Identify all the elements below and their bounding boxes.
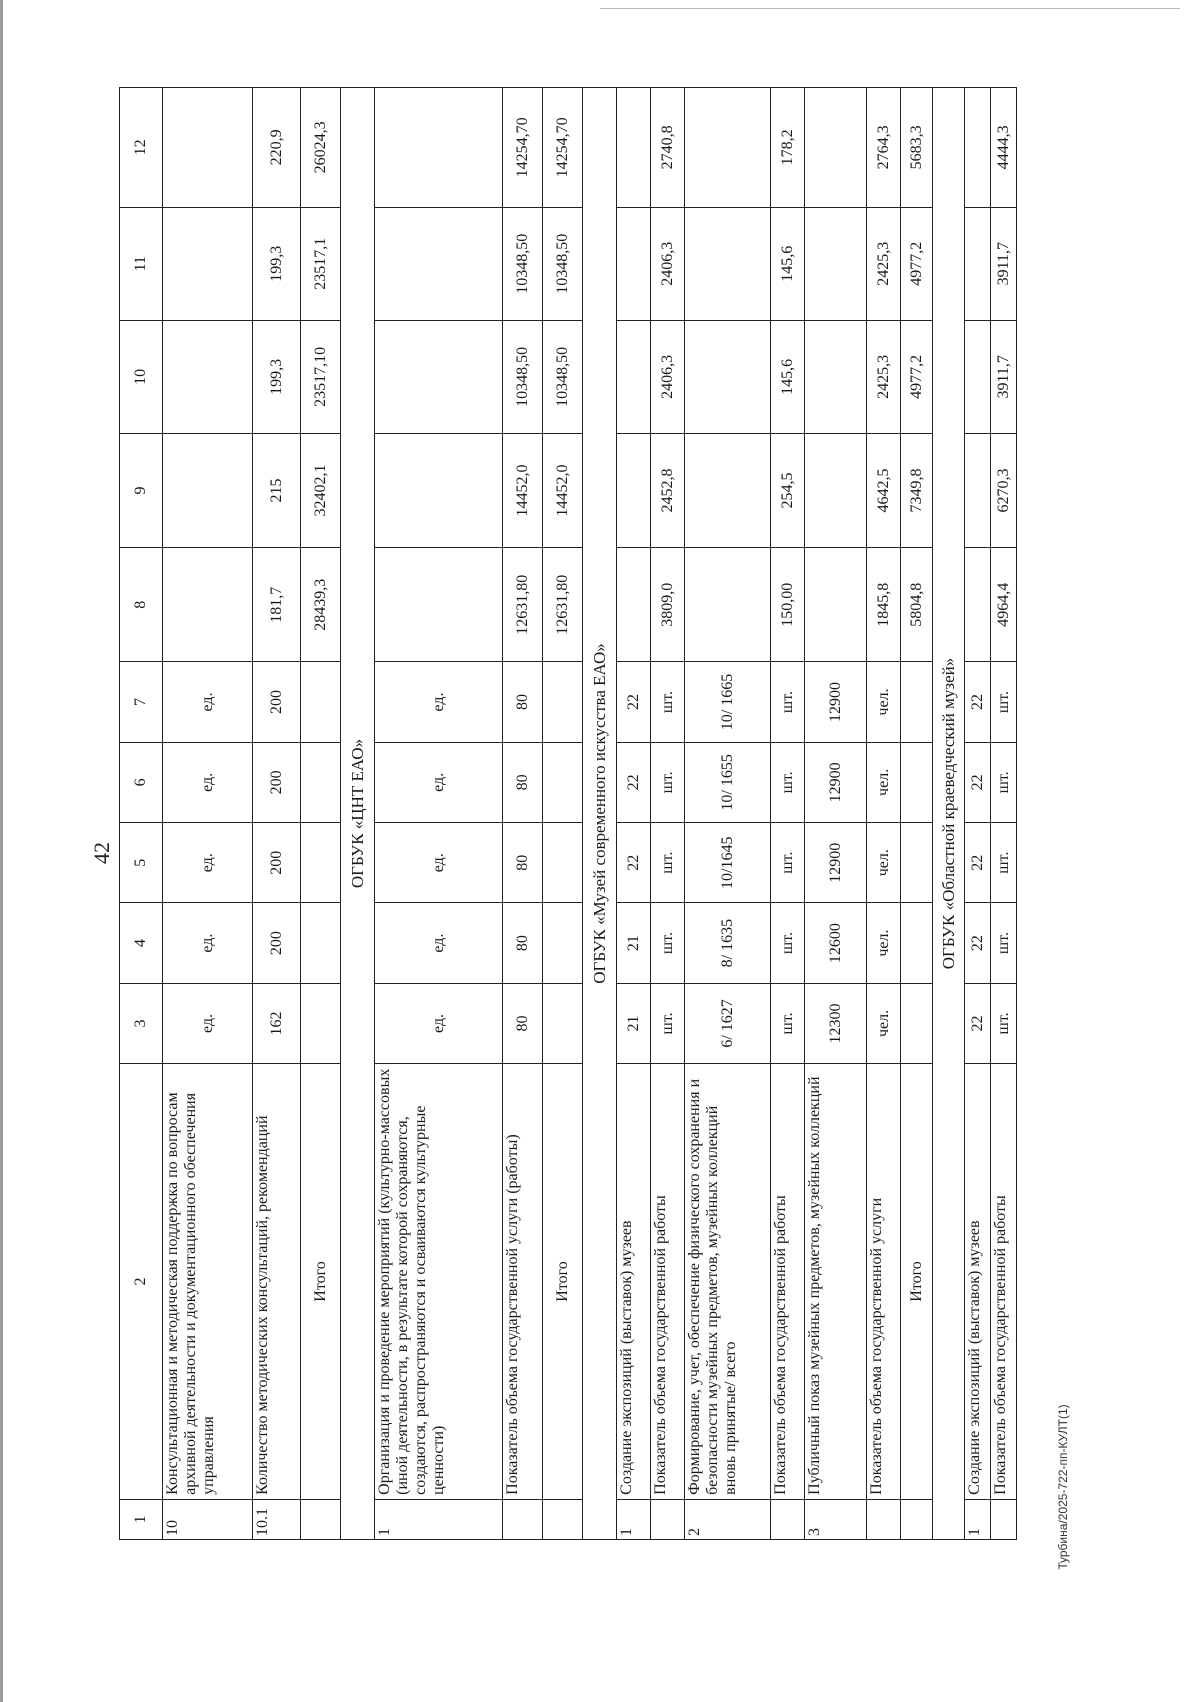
value-cell-col-8: 150,00	[771, 548, 805, 662]
value-cell-col-4: 8/ 1635	[685, 903, 771, 983]
table-row	[253, 88, 301, 1540]
value-cell-col-7: ед.	[163, 662, 253, 742]
value-cell-col-6: чел.	[867, 742, 901, 822]
indicator-name-cell: Показатель объема государственной работы	[651, 1064, 685, 1500]
value-cell-col-3	[301, 983, 341, 1063]
table-row	[375, 88, 503, 1540]
value-cell-col-12: 220,9	[253, 88, 301, 208]
value-cell-col-10: 10348,50	[503, 320, 543, 433]
table-body	[163, 88, 1017, 1540]
value-cell-col-3	[543, 983, 583, 1063]
table-row	[617, 88, 651, 1540]
row-number-cell	[771, 1499, 805, 1539]
value-cell-col-5: шт.	[991, 823, 1017, 903]
value-cell-col-9: 14452,0	[503, 433, 543, 547]
value-cell-col-3: шт.	[651, 983, 685, 1063]
value-cell-col-7	[543, 662, 583, 742]
section-title: ОГБУК «Областной краеведческий музей»	[933, 88, 965, 1540]
column-header-6: 6	[120, 742, 163, 822]
value-cell-col-4	[901, 903, 933, 983]
value-cell-col-3: ед.	[375, 983, 503, 1063]
value-cell-col-9: 2452,8	[651, 433, 685, 547]
value-cell-col-5: 200	[253, 823, 301, 903]
row-number-cell: 1	[965, 1499, 991, 1539]
value-cell-col-7: чел.	[867, 662, 901, 742]
indicator-name-cell: Показатель объема государственной работы	[991, 1064, 1017, 1500]
value-cell-col-12	[375, 88, 503, 208]
value-cell-col-5: шт.	[651, 823, 685, 903]
value-cell-col-11	[685, 207, 771, 320]
column-header-9: 9	[120, 433, 163, 547]
value-cell-col-8: 1845,8	[867, 548, 901, 662]
total-row	[301, 88, 341, 1540]
value-cell-col-12: 2764,3	[867, 88, 901, 208]
indicator-name-cell: Создание экспозиций (выставок) музеев	[617, 1064, 651, 1500]
value-cell-col-10: 4977,2	[901, 320, 933, 433]
total-row	[901, 88, 933, 1540]
value-cell-col-12: 5683,3	[901, 88, 933, 208]
column-header-1: 1	[120, 1499, 163, 1539]
row-number-cell	[867, 1499, 901, 1539]
row-number-cell: 2	[685, 1499, 771, 1539]
value-cell-col-11: 199,3	[253, 207, 301, 320]
value-cell-col-6: ед.	[163, 742, 253, 822]
value-cell-col-5: 22	[965, 823, 991, 903]
value-cell-col-6	[301, 742, 341, 822]
value-cell-col-7: ед.	[375, 662, 503, 742]
indicator-name-cell: Показатель объема государственной услуги (работы)	[503, 1064, 543, 1500]
indicator-name-cell: Итого	[901, 1064, 933, 1500]
value-cell-col-9	[965, 433, 991, 547]
value-cell-col-9: 7349,8	[901, 433, 933, 547]
table-area	[119, 87, 1012, 1540]
value-cell-col-10	[805, 320, 867, 433]
section-row	[341, 88, 375, 1540]
row-number-cell	[543, 1499, 583, 1539]
value-cell-col-5: ед.	[375, 823, 503, 903]
value-cell-col-4	[301, 903, 341, 983]
value-cell-col-9	[375, 433, 503, 547]
header-row	[120, 88, 163, 1540]
value-cell-col-8	[965, 548, 991, 662]
value-cell-col-3: шт.	[991, 983, 1017, 1063]
budget-table	[119, 87, 1017, 1540]
value-cell-col-4: 200	[253, 903, 301, 983]
indicator-name-cell: Организация и проведение мероприятий (культурно-массовых (иной деятельности, в результате которой сохраняются, создаются, распространяются и осваиваются культурные ценности)	[375, 1064, 503, 1500]
row-number-cell: 3	[805, 1499, 867, 1539]
value-cell-col-10	[617, 320, 651, 433]
value-cell-col-9: 14452,0	[543, 433, 583, 547]
value-cell-col-12: 14254,70	[503, 88, 543, 208]
value-cell-col-6: 12900	[805, 742, 867, 822]
value-cell-col-12: 2740,8	[651, 88, 685, 208]
top-scan-rule	[600, 8, 1180, 9]
column-header-4: 4	[120, 903, 163, 983]
value-cell-col-3	[901, 983, 933, 1063]
value-cell-col-9: 4642,5	[867, 433, 901, 547]
value-cell-col-3: 6/ 1627	[685, 983, 771, 1063]
value-cell-col-11: 10348,50	[543, 207, 583, 320]
value-cell-col-12	[163, 88, 253, 208]
value-cell-col-4: чел.	[867, 903, 901, 983]
value-cell-col-7: шт.	[771, 662, 805, 742]
value-cell-col-12: 14254,70	[543, 88, 583, 208]
column-header-10: 10	[120, 320, 163, 433]
value-cell-col-11	[965, 207, 991, 320]
value-cell-col-8: 12631,80	[543, 548, 583, 662]
table-row	[771, 88, 805, 1540]
value-cell-col-4: ед.	[163, 903, 253, 983]
indicator-name-cell: Итого	[543, 1064, 583, 1500]
value-cell-col-4: 21	[617, 903, 651, 983]
value-cell-col-9	[805, 433, 867, 547]
value-cell-col-8	[617, 548, 651, 662]
value-cell-col-5	[901, 823, 933, 903]
value-cell-col-3: шт.	[771, 983, 805, 1063]
value-cell-col-8	[163, 548, 253, 662]
value-cell-col-5: 10/1645	[685, 823, 771, 903]
value-cell-col-3: чел.	[867, 983, 901, 1063]
value-cell-col-5: шт.	[771, 823, 805, 903]
value-cell-col-8	[685, 548, 771, 662]
value-cell-col-10: 2425,3	[867, 320, 901, 433]
table-row	[867, 88, 901, 1540]
value-cell-col-8: 181,7	[253, 548, 301, 662]
document-code: Турбина/2025-722-пп-КУЛТ(1)	[1056, 1404, 1070, 1570]
value-cell-col-11	[805, 207, 867, 320]
value-cell-col-7: 80	[503, 662, 543, 742]
column-header-11: 11	[120, 207, 163, 320]
value-cell-col-5: чел.	[867, 823, 901, 903]
column-header-8: 8	[120, 548, 163, 662]
value-cell-col-11: 10348,50	[503, 207, 543, 320]
value-cell-col-7: 22	[617, 662, 651, 742]
value-cell-col-9: 32402,1	[301, 433, 341, 547]
value-cell-col-4: 12600	[805, 903, 867, 983]
value-cell-col-11: 4977,2	[901, 207, 933, 320]
value-cell-col-5: ед.	[163, 823, 253, 903]
value-cell-col-8	[375, 548, 503, 662]
value-cell-col-12: 178,2	[771, 88, 805, 208]
value-cell-col-4: шт.	[651, 903, 685, 983]
value-cell-col-5: 22	[617, 823, 651, 903]
indicator-name-cell: Формирование, учет, обеспечение физического сохранения и безопасности музейных предметов, музейных коллекций вновь принятые/ всего	[685, 1064, 771, 1500]
section-row	[583, 88, 617, 1540]
value-cell-col-3: 12300	[805, 983, 867, 1063]
indicator-name-cell: Количество методических консультаций, рекомендаций	[253, 1064, 301, 1500]
column-header-2: 2	[120, 1064, 163, 1500]
value-cell-col-12	[805, 88, 867, 208]
value-cell-col-3: 22	[965, 983, 991, 1063]
value-cell-col-4: 22	[965, 903, 991, 983]
value-cell-col-7: 12900	[805, 662, 867, 742]
indicator-name-cell: Показатель объема государственной работы	[771, 1064, 805, 1500]
indicator-name-cell: Итого	[301, 1064, 341, 1500]
row-number-cell	[651, 1499, 685, 1539]
section-row	[933, 88, 965, 1540]
value-cell-col-10: 145,6	[771, 320, 805, 433]
value-cell-col-6: ед.	[375, 742, 503, 822]
value-cell-col-5: 12900	[805, 823, 867, 903]
value-cell-col-6	[543, 742, 583, 822]
value-cell-col-5	[301, 823, 341, 903]
value-cell-col-12	[685, 88, 771, 208]
value-cell-col-11: 3911,7	[991, 207, 1017, 320]
value-cell-col-11: 145,6	[771, 207, 805, 320]
column-header-5: 5	[120, 823, 163, 903]
row-number-cell	[991, 1499, 1017, 1539]
table-row	[991, 88, 1017, 1540]
value-cell-col-5	[543, 823, 583, 903]
value-cell-col-12: 26024,3	[301, 88, 341, 208]
table-row	[685, 88, 771, 1540]
value-cell-col-9: 215	[253, 433, 301, 547]
value-cell-col-6: 22	[617, 742, 651, 822]
indicator-name-cell: Создание экспозиций (выставок) музеев	[965, 1064, 991, 1500]
value-cell-col-4: ед.	[375, 903, 503, 983]
value-cell-col-3: 21	[617, 983, 651, 1063]
value-cell-col-10: 2406,3	[651, 320, 685, 433]
value-cell-col-3: 80	[503, 983, 543, 1063]
value-cell-col-4: 80	[503, 903, 543, 983]
value-cell-col-8: 3809,0	[651, 548, 685, 662]
value-cell-col-11: 2425,3	[867, 207, 901, 320]
value-cell-col-12	[617, 88, 651, 208]
table-row	[503, 88, 543, 1540]
value-cell-col-6: 10/ 1655	[685, 742, 771, 822]
value-cell-col-10: 3911,7	[991, 320, 1017, 433]
value-cell-col-11	[375, 207, 503, 320]
value-cell-col-7: 200	[253, 662, 301, 742]
value-cell-col-10	[685, 320, 771, 433]
section-title: ОГБУК «Музей современного искусства ЕАО»	[583, 88, 617, 1540]
value-cell-col-10: 10348,50	[543, 320, 583, 433]
indicator-name-cell: Показатель объема государственной услуги	[867, 1064, 901, 1500]
page-left-edge	[0, 0, 3, 1702]
value-cell-col-7	[901, 662, 933, 742]
row-number-cell	[301, 1499, 341, 1539]
row-number-cell	[901, 1499, 933, 1539]
value-cell-col-11	[163, 207, 253, 320]
value-cell-col-6: 200	[253, 742, 301, 822]
value-cell-col-9	[685, 433, 771, 547]
table-row	[651, 88, 685, 1540]
value-cell-col-10: 23517,10	[301, 320, 341, 433]
value-cell-col-3: ед.	[163, 983, 253, 1063]
value-cell-col-8: 4964,4	[991, 548, 1017, 662]
column-header-7: 7	[120, 662, 163, 742]
indicator-name-cell: Публичный показ музейных предметов, музейных коллекций	[805, 1064, 867, 1500]
table-row	[163, 88, 253, 1540]
value-cell-col-8: 12631,80	[503, 548, 543, 662]
total-row	[543, 88, 583, 1540]
row-number-cell: 10.1	[253, 1499, 301, 1539]
value-cell-col-7	[301, 662, 341, 742]
row-number-cell: 1	[375, 1499, 503, 1539]
value-cell-col-7: 22	[965, 662, 991, 742]
value-cell-col-7: шт.	[991, 662, 1017, 742]
value-cell-col-9	[617, 433, 651, 547]
value-cell-col-8: 5804,8	[901, 548, 933, 662]
value-cell-col-12	[965, 88, 991, 208]
table-row	[805, 88, 867, 1540]
value-cell-col-11: 2406,3	[651, 207, 685, 320]
page-number: 42	[89, 842, 114, 864]
value-cell-col-10	[965, 320, 991, 433]
value-cell-col-11	[617, 207, 651, 320]
value-cell-col-10: 199,3	[253, 320, 301, 433]
value-cell-col-9	[163, 433, 253, 547]
value-cell-col-9: 6270,3	[991, 433, 1017, 547]
row-number-cell	[503, 1499, 543, 1539]
value-cell-col-8	[805, 548, 867, 662]
value-cell-col-6: шт.	[771, 742, 805, 822]
value-cell-col-6: шт.	[651, 742, 685, 822]
value-cell-col-9: 254,5	[771, 433, 805, 547]
indicator-name-cell: Консультационная и методическая поддержка по вопросам архивной деятельности и документационного обеспечения управления	[163, 1064, 253, 1500]
value-cell-col-4: шт.	[991, 903, 1017, 983]
value-cell-col-4	[543, 903, 583, 983]
value-cell-col-6: 80	[503, 742, 543, 822]
value-cell-col-11: 23517,1	[301, 207, 341, 320]
column-header-12: 12	[120, 88, 163, 208]
column-header-3: 3	[120, 983, 163, 1063]
value-cell-col-12: 4444,3	[991, 88, 1017, 208]
value-cell-col-6: 22	[965, 742, 991, 822]
value-cell-col-10	[163, 320, 253, 433]
value-cell-col-3: 162	[253, 983, 301, 1063]
value-cell-col-10	[375, 320, 503, 433]
value-cell-col-6	[901, 742, 933, 822]
table-row	[965, 88, 991, 1540]
value-cell-col-4: шт.	[771, 903, 805, 983]
row-number-cell: 1	[617, 1499, 651, 1539]
row-number-cell: 10	[163, 1499, 253, 1539]
value-cell-col-7: 10/ 1665	[685, 662, 771, 742]
section-title: ОГБУК «ЦНТ ЕАО»	[341, 88, 375, 1540]
rotated-table-wrapper	[119, 87, 1012, 1540]
value-cell-col-8: 28439,3	[301, 548, 341, 662]
value-cell-col-7: шт.	[651, 662, 685, 742]
value-cell-col-5: 80	[503, 823, 543, 903]
value-cell-col-6: шт.	[991, 742, 1017, 822]
